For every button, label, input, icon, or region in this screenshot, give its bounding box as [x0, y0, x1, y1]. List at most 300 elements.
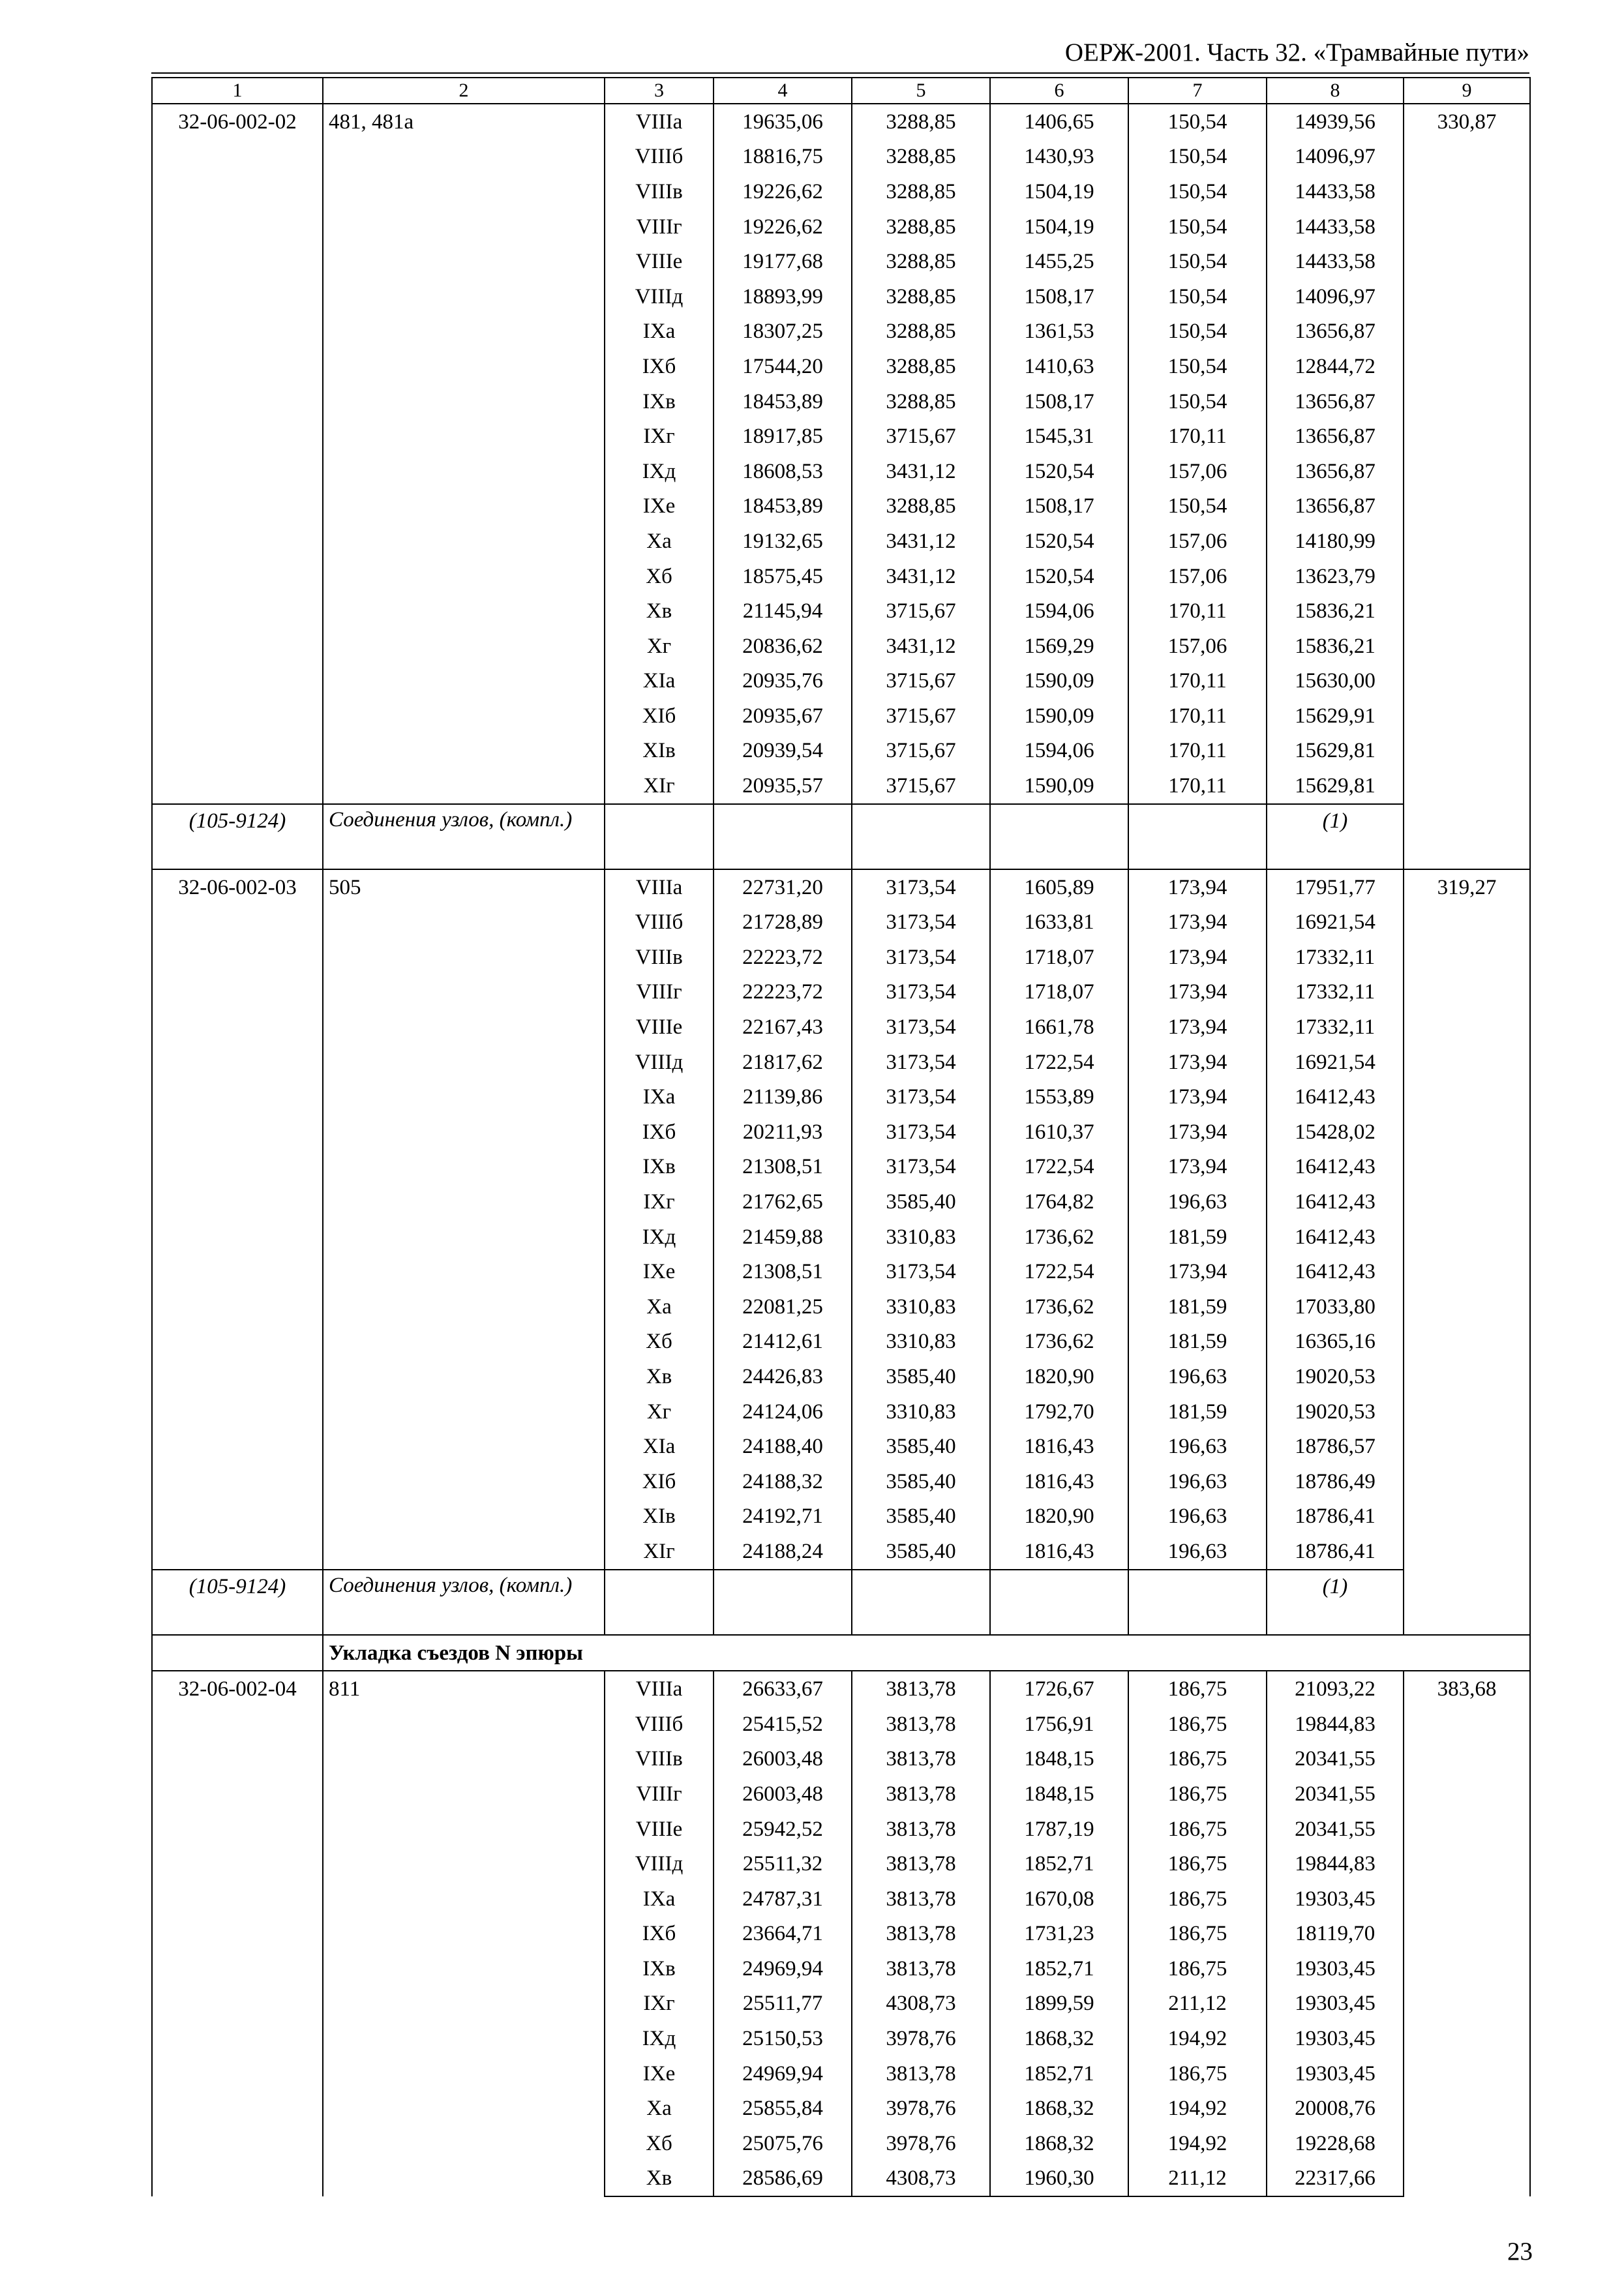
type-cell: VIIIб [605, 140, 714, 175]
type-cell: VIIIд [605, 1045, 714, 1080]
value-cell: 24969,94 [714, 2056, 852, 2091]
value-cell: 173,94 [1128, 1254, 1267, 1289]
value-cell: 1899,59 [990, 1986, 1128, 2022]
column-number: 8 [1267, 78, 1404, 104]
value-cell: 186,75 [1128, 1742, 1267, 1777]
type-cell: VIIIа [605, 869, 714, 905]
type-cell: XIв [605, 1499, 714, 1534]
value-cell: 20836,62 [714, 629, 852, 664]
value-cell: 173,94 [1128, 1115, 1267, 1150]
value-cell: 17033,80 [1267, 1289, 1404, 1324]
table-row [152, 104, 1530, 140]
value-cell: 3173,54 [852, 1150, 990, 1185]
value-cell: 3813,78 [852, 1776, 990, 1812]
type-cell: IXв [605, 1150, 714, 1185]
value-cell: 186,75 [1128, 1951, 1267, 1986]
value-cell: 21139,86 [714, 1079, 852, 1115]
value-cell: 20211,93 [714, 1115, 852, 1150]
value-cell: 170,11 [1128, 768, 1267, 804]
value-cell: 1722,54 [990, 1150, 1128, 1185]
value-cell: 3288,85 [852, 349, 990, 384]
value-cell: 3431,12 [852, 629, 990, 664]
value-cell: 3288,85 [852, 209, 990, 245]
value-cell: 150,54 [1128, 174, 1267, 209]
type-cell: Xг [605, 629, 714, 664]
value-cell: 1736,62 [990, 1219, 1128, 1255]
col9-value: 319,27 [1404, 869, 1530, 1635]
value-cell: 3310,83 [852, 1289, 990, 1324]
note-code: (105-9124) [152, 804, 323, 869]
value-cell: 173,94 [1128, 1045, 1267, 1080]
value-cell: 18893,99 [714, 279, 852, 314]
value-cell: 1852,71 [990, 1846, 1128, 1881]
value-cell: 17332,11 [1267, 1010, 1404, 1045]
value-cell: 1569,29 [990, 629, 1128, 664]
item-name: 811 [323, 1671, 605, 2196]
note-value: (1) [1267, 804, 1404, 869]
value-cell: 13656,87 [1267, 314, 1404, 350]
value-cell: 1553,89 [990, 1079, 1128, 1115]
section-row [152, 1635, 1530, 1671]
value-cell: 1590,09 [990, 664, 1128, 699]
value-cell: 15629,81 [1267, 768, 1404, 804]
value-cell: 196,63 [1128, 1359, 1267, 1394]
value-cell: 3978,76 [852, 2091, 990, 2126]
value-cell: 194,92 [1128, 2126, 1267, 2161]
value-cell: 24192,71 [714, 1499, 852, 1534]
value-cell: 18307,25 [714, 314, 852, 350]
value-cell: 20341,55 [1267, 1742, 1404, 1777]
value-cell: 26003,48 [714, 1742, 852, 1777]
type-cell: IXв [605, 1951, 714, 1986]
value-cell: 150,54 [1128, 244, 1267, 279]
value-cell: 3715,67 [852, 768, 990, 804]
value-cell: 1508,17 [990, 384, 1128, 419]
value-cell: 3813,78 [852, 1951, 990, 1986]
value-cell: 19635,06 [714, 104, 852, 140]
col9-value: 330,87 [1404, 104, 1530, 869]
item-name: 505 [323, 869, 605, 1570]
value-cell: 22731,20 [714, 869, 852, 905]
type-cell: VIIIе [605, 244, 714, 279]
value-cell: 173,94 [1128, 940, 1267, 975]
value-cell: 157,06 [1128, 454, 1267, 489]
value-cell: 19226,62 [714, 174, 852, 209]
value-cell: 1736,62 [990, 1289, 1128, 1324]
value-cell: 4308,73 [852, 2161, 990, 2197]
value-cell: 3585,40 [852, 1359, 990, 1394]
value-cell: 25150,53 [714, 2021, 852, 2056]
value-cell: 181,59 [1128, 1289, 1267, 1324]
value-cell: 15629,81 [1267, 734, 1404, 769]
value-cell: 1848,15 [990, 1742, 1128, 1777]
value-cell: 25511,77 [714, 1986, 852, 2022]
value-cell: 22167,43 [714, 1010, 852, 1045]
column-number: 4 [714, 78, 852, 104]
value-cell: 1868,32 [990, 2126, 1128, 2161]
value-cell: 21728,89 [714, 905, 852, 940]
value-cell: 1820,90 [990, 1499, 1128, 1534]
rates-table [151, 77, 1531, 2197]
value-cell: 1852,71 [990, 2056, 1128, 2091]
value-cell: 3173,54 [852, 1115, 990, 1150]
value-cell: 3173,54 [852, 905, 990, 940]
value-cell: 3431,12 [852, 559, 990, 594]
value-cell: 3715,67 [852, 419, 990, 454]
value-cell: 181,59 [1128, 1324, 1267, 1360]
table-row [152, 1671, 1530, 1707]
value-cell: 196,63 [1128, 1499, 1267, 1534]
value-cell: 186,75 [1128, 1881, 1267, 1917]
value-cell: 1792,70 [990, 1394, 1128, 1429]
value-cell: 24426,83 [714, 1359, 852, 1394]
value-cell: 1406,65 [990, 104, 1128, 140]
value-cell: 13623,79 [1267, 559, 1404, 594]
value-cell: 26003,48 [714, 1776, 852, 1812]
value-cell: 3585,40 [852, 1184, 990, 1219]
value-cell: 3813,78 [852, 1742, 990, 1777]
column-number: 1 [152, 78, 323, 104]
value-cell: 25855,84 [714, 2091, 852, 2126]
value-cell: 157,06 [1128, 559, 1267, 594]
value-cell: 1816,43 [990, 1429, 1128, 1464]
type-cell: VIIIа [605, 104, 714, 140]
empty-cell [1128, 1570, 1267, 1635]
value-cell: 1504,19 [990, 174, 1128, 209]
type-cell: VIIIг [605, 1776, 714, 1812]
value-cell: 3431,12 [852, 524, 990, 559]
type-cell: VIIIв [605, 940, 714, 975]
value-cell: 1718,07 [990, 940, 1128, 975]
value-cell: 13656,87 [1267, 454, 1404, 489]
type-cell: IXе [605, 489, 714, 524]
value-cell: 173,94 [1128, 975, 1267, 1010]
value-cell: 1508,17 [990, 279, 1128, 314]
section-title: Укладка съездов N эпюры [323, 1635, 1530, 1671]
type-cell: VIIIа [605, 1671, 714, 1707]
column-number: 9 [1404, 78, 1530, 104]
type-cell: IXд [605, 1219, 714, 1255]
type-cell: XIг [605, 1534, 714, 1570]
value-cell: 26633,67 [714, 1671, 852, 1707]
type-cell: IXд [605, 2021, 714, 2056]
value-cell: 157,06 [1128, 524, 1267, 559]
value-cell: 18816,75 [714, 140, 852, 175]
value-cell: 1726,67 [990, 1671, 1128, 1707]
value-cell: 173,94 [1128, 1010, 1267, 1045]
value-cell: 4308,73 [852, 1986, 990, 2022]
type-cell: IXе [605, 2056, 714, 2091]
empty-cell [605, 804, 714, 869]
value-cell: 19303,45 [1267, 2056, 1404, 2091]
item-code: 32-06-002-03 [152, 869, 323, 1570]
page-number: 23 [1507, 2237, 1533, 2266]
value-cell: 21412,61 [714, 1324, 852, 1360]
value-cell: 15630,00 [1267, 664, 1404, 699]
value-cell: 150,54 [1128, 104, 1267, 140]
value-cell: 16412,43 [1267, 1079, 1404, 1115]
value-cell: 3173,54 [852, 975, 990, 1010]
value-cell: 21459,88 [714, 1219, 852, 1255]
type-cell: VIIIв [605, 174, 714, 209]
value-cell: 3585,40 [852, 1534, 990, 1570]
empty-cell [990, 1570, 1128, 1635]
type-cell: IXб [605, 1115, 714, 1150]
type-cell: XIв [605, 734, 714, 769]
type-cell: VIIIе [605, 1010, 714, 1045]
value-cell: 170,11 [1128, 698, 1267, 734]
value-cell: 22317,66 [1267, 2161, 1404, 2197]
type-cell: IXг [605, 419, 714, 454]
value-cell: 19303,45 [1267, 1881, 1404, 1917]
value-cell: 3813,78 [852, 1671, 990, 1707]
note-row [152, 1570, 1530, 1635]
value-cell: 3310,83 [852, 1324, 990, 1360]
value-cell: 3715,67 [852, 664, 990, 699]
column-number: 2 [323, 78, 605, 104]
value-cell: 18786,49 [1267, 1464, 1404, 1499]
value-cell: 19132,65 [714, 524, 852, 559]
value-cell: 3813,78 [852, 1917, 990, 1952]
value-cell: 20341,55 [1267, 1812, 1404, 1847]
column-number: 5 [852, 78, 990, 104]
empty-cell [1128, 804, 1267, 869]
value-cell: 16921,54 [1267, 905, 1404, 940]
value-cell: 15836,21 [1267, 593, 1404, 629]
value-cell: 22081,25 [714, 1289, 852, 1324]
value-cell: 18608,53 [714, 454, 852, 489]
value-cell: 13656,87 [1267, 489, 1404, 524]
value-cell: 3288,85 [852, 244, 990, 279]
value-cell: 196,63 [1128, 1464, 1267, 1499]
value-cell: 23664,71 [714, 1917, 852, 1952]
value-cell: 1764,82 [990, 1184, 1128, 1219]
value-cell: 1594,06 [990, 734, 1128, 769]
value-cell: 1816,43 [990, 1464, 1128, 1499]
value-cell: 173,94 [1128, 869, 1267, 905]
type-cell: XIг [605, 768, 714, 804]
type-cell: IXв [605, 384, 714, 419]
value-cell: 18786,41 [1267, 1499, 1404, 1534]
type-cell: VIIIг [605, 975, 714, 1010]
value-cell: 21308,51 [714, 1150, 852, 1185]
note-text: Соединения узлов, (компл.) [323, 804, 605, 869]
value-cell: 1410,63 [990, 349, 1128, 384]
type-cell: Xв [605, 593, 714, 629]
value-cell: 150,54 [1128, 489, 1267, 524]
value-cell: 1430,93 [990, 140, 1128, 175]
value-cell: 19303,45 [1267, 1986, 1404, 2022]
value-cell: 20008,76 [1267, 2091, 1404, 2126]
value-cell: 1661,78 [990, 1010, 1128, 1045]
value-cell: 19228,68 [1267, 2126, 1404, 2161]
type-cell: IXд [605, 454, 714, 489]
value-cell: 196,63 [1128, 1534, 1267, 1570]
value-cell: 13656,87 [1267, 419, 1404, 454]
type-cell: IXа [605, 1881, 714, 1917]
value-cell: 1868,32 [990, 2021, 1128, 2056]
value-cell: 20935,57 [714, 768, 852, 804]
value-cell: 3310,83 [852, 1219, 990, 1255]
value-cell: 16412,43 [1267, 1219, 1404, 1255]
value-cell: 173,94 [1128, 905, 1267, 940]
value-cell: 3173,54 [852, 1045, 990, 1080]
value-cell: 18119,70 [1267, 1917, 1404, 1952]
value-cell: 24188,40 [714, 1429, 852, 1464]
value-cell: 15428,02 [1267, 1115, 1404, 1150]
value-cell: 150,54 [1128, 349, 1267, 384]
type-cell: VIIIд [605, 279, 714, 314]
value-cell: 3813,78 [852, 1707, 990, 1742]
value-cell: 186,75 [1128, 1846, 1267, 1881]
type-cell: IXа [605, 314, 714, 350]
value-cell: 28586,69 [714, 2161, 852, 2197]
value-cell: 24787,31 [714, 1881, 852, 1917]
value-cell: 150,54 [1128, 209, 1267, 245]
value-cell: 150,54 [1128, 384, 1267, 419]
empty-cell [990, 804, 1128, 869]
value-cell: 14096,97 [1267, 140, 1404, 175]
value-cell: 3288,85 [852, 140, 990, 175]
value-cell: 21817,62 [714, 1045, 852, 1080]
empty-cell [605, 1570, 714, 1635]
table-row [152, 869, 1530, 905]
empty-cell [852, 804, 990, 869]
empty-cell [152, 1635, 323, 1671]
value-cell: 15836,21 [1267, 629, 1404, 664]
value-cell: 25415,52 [714, 1707, 852, 1742]
value-cell: 196,63 [1128, 1184, 1267, 1219]
value-cell: 1520,54 [990, 454, 1128, 489]
table-body [152, 78, 1530, 2196]
value-cell: 21145,94 [714, 593, 852, 629]
empty-cell [714, 1570, 852, 1635]
value-cell: 25511,32 [714, 1846, 852, 1881]
value-cell: 14180,99 [1267, 524, 1404, 559]
value-cell: 3585,40 [852, 1464, 990, 1499]
value-cell: 211,12 [1128, 1986, 1267, 2022]
value-cell: 14433,58 [1267, 244, 1404, 279]
value-cell: 18575,45 [714, 559, 852, 594]
value-cell: 186,75 [1128, 1776, 1267, 1812]
type-cell: Xа [605, 524, 714, 559]
value-cell: 15629,91 [1267, 698, 1404, 734]
value-cell: 3288,85 [852, 279, 990, 314]
value-cell: 18453,89 [714, 489, 852, 524]
value-cell: 1520,54 [990, 559, 1128, 594]
value-cell: 1848,15 [990, 1776, 1128, 1812]
value-cell: 3431,12 [852, 454, 990, 489]
value-cell: 1605,89 [990, 869, 1128, 905]
value-cell: 24124,06 [714, 1394, 852, 1429]
value-cell: 16412,43 [1267, 1184, 1404, 1219]
value-cell: 1590,09 [990, 768, 1128, 804]
value-cell: 3813,78 [852, 1881, 990, 1917]
value-cell: 1594,06 [990, 593, 1128, 629]
type-cell: Xг [605, 1394, 714, 1429]
value-cell: 13656,87 [1267, 384, 1404, 419]
note-row [152, 804, 1530, 869]
value-cell: 19844,83 [1267, 1846, 1404, 1881]
page-header: ОЕРЖ-2001. Часть 32. «Трамвайные пути» [1064, 38, 1529, 67]
value-cell: 1633,81 [990, 905, 1128, 940]
item-code: 32-06-002-04 [152, 1671, 323, 2196]
value-cell: 3715,67 [852, 593, 990, 629]
value-cell: 20341,55 [1267, 1776, 1404, 1812]
value-cell: 3173,54 [852, 1010, 990, 1045]
value-cell: 3813,78 [852, 2056, 990, 2091]
type-cell: VIIIе [605, 1812, 714, 1847]
value-cell: 16412,43 [1267, 1254, 1404, 1289]
value-cell: 18453,89 [714, 384, 852, 419]
type-cell: Xа [605, 2091, 714, 2126]
value-cell: 186,75 [1128, 2056, 1267, 2091]
type-cell: Xб [605, 1324, 714, 1360]
value-cell: 1816,43 [990, 1534, 1128, 1570]
value-cell: 24969,94 [714, 1951, 852, 1986]
value-cell: 186,75 [1128, 1707, 1267, 1742]
value-cell: 1520,54 [990, 524, 1128, 559]
value-cell: 157,06 [1128, 629, 1267, 664]
value-cell: 170,11 [1128, 664, 1267, 699]
type-cell: Xб [605, 2126, 714, 2161]
value-cell: 1852,71 [990, 1951, 1128, 1986]
value-cell: 186,75 [1128, 1917, 1267, 1952]
value-cell: 16921,54 [1267, 1045, 1404, 1080]
value-cell: 17332,11 [1267, 940, 1404, 975]
value-cell: 17332,11 [1267, 975, 1404, 1010]
value-cell: 3715,67 [852, 698, 990, 734]
value-cell: 3288,85 [852, 104, 990, 140]
value-cell: 194,92 [1128, 2021, 1267, 2056]
value-cell: 3715,67 [852, 734, 990, 769]
type-cell: Xа [605, 1289, 714, 1324]
type-cell: XIа [605, 1429, 714, 1464]
value-cell: 173,94 [1128, 1079, 1267, 1115]
value-cell: 24188,32 [714, 1464, 852, 1499]
column-number: 3 [605, 78, 714, 104]
value-cell: 3288,85 [852, 314, 990, 350]
note-text: Соединения узлов, (компл.) [323, 1570, 605, 1635]
value-cell: 3813,78 [852, 1846, 990, 1881]
value-cell: 181,59 [1128, 1219, 1267, 1255]
value-cell: 1722,54 [990, 1254, 1128, 1289]
value-cell: 20939,54 [714, 734, 852, 769]
value-cell: 19844,83 [1267, 1707, 1404, 1742]
value-cell: 22223,72 [714, 975, 852, 1010]
value-cell: 1455,25 [990, 244, 1128, 279]
value-cell: 16365,16 [1267, 1324, 1404, 1360]
value-cell: 3173,54 [852, 1079, 990, 1115]
type-cell: XIб [605, 698, 714, 734]
value-cell: 1787,19 [990, 1812, 1128, 1847]
value-cell: 19303,45 [1267, 2021, 1404, 2056]
value-cell: 21762,65 [714, 1184, 852, 1219]
value-cell: 186,75 [1128, 1671, 1267, 1707]
type-cell: VIIIд [605, 1846, 714, 1881]
value-cell: 1590,09 [990, 698, 1128, 734]
value-cell: 150,54 [1128, 314, 1267, 350]
value-cell: 24188,24 [714, 1534, 852, 1570]
type-cell: XIа [605, 664, 714, 699]
empty-cell [852, 1570, 990, 1635]
value-cell: 22223,72 [714, 940, 852, 975]
value-cell: 19020,53 [1267, 1359, 1404, 1394]
type-cell: XIб [605, 1464, 714, 1499]
value-cell: 3585,40 [852, 1499, 990, 1534]
value-cell: 17951,77 [1267, 869, 1404, 905]
value-cell: 194,92 [1128, 2091, 1267, 2126]
